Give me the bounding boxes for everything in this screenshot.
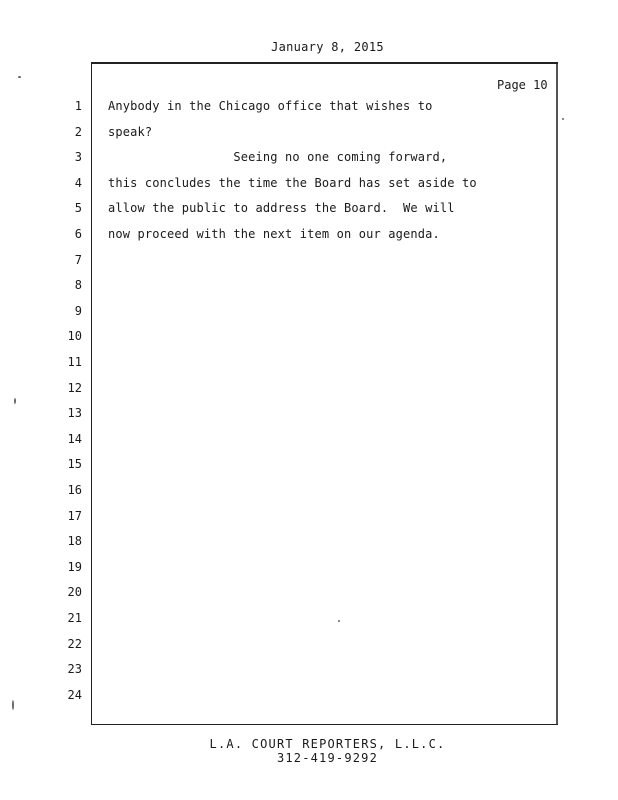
line-text: this concludes the time the Board has set aside to <box>108 176 477 190</box>
line-number: 6 <box>74 227 82 241</box>
line-number: 10 <box>67 329 82 343</box>
line-number: 15 <box>67 457 82 471</box>
line-number: 21 <box>67 611 82 625</box>
line-number: 14 <box>67 432 82 446</box>
line-text: now proceed with the next item on our agenda. <box>108 227 440 241</box>
line-number: 3 <box>74 150 82 164</box>
line-number: 5 <box>74 201 82 215</box>
scan-speck <box>18 76 21 78</box>
line-text: allow the public to address the Board. We will <box>108 201 455 215</box>
line-text: speak? <box>108 125 153 139</box>
line-number: 20 <box>67 585 82 599</box>
line-number: 12 <box>67 381 82 395</box>
line-number: 2 <box>74 125 82 139</box>
line-number: 4 <box>74 176 82 190</box>
scan-speck <box>562 118 564 120</box>
line-number: 19 <box>67 560 82 574</box>
line-number: 16 <box>67 483 82 497</box>
line-number: 1 <box>74 99 82 113</box>
footer-phone: 312-419-9292 <box>276 751 379 765</box>
line-number: 7 <box>74 253 82 267</box>
line-text: Anybody in the Chicago office that wishes to <box>108 99 433 113</box>
line-number: 24 <box>67 688 82 702</box>
footer-company: L.A. COURT REPORTERS, L.L.C. <box>209 737 446 751</box>
line-number: 17 <box>67 509 82 523</box>
transcript-date: January 8, 2015 <box>271 40 384 54</box>
scan-speck <box>12 700 14 710</box>
line-text: Seeing no one coming forward, <box>108 150 448 164</box>
line-number: 13 <box>67 406 82 420</box>
line-number: 8 <box>74 278 82 292</box>
line-number: 22 <box>67 637 82 651</box>
line-number: 23 <box>67 662 82 676</box>
scan-speck <box>338 620 340 622</box>
line-number: 11 <box>67 355 82 369</box>
line-number: 18 <box>67 534 82 548</box>
page-number: Page 10 <box>497 78 548 92</box>
frame-edge <box>556 64 558 724</box>
line-number: 9 <box>74 304 82 318</box>
scan-speck <box>14 398 16 404</box>
